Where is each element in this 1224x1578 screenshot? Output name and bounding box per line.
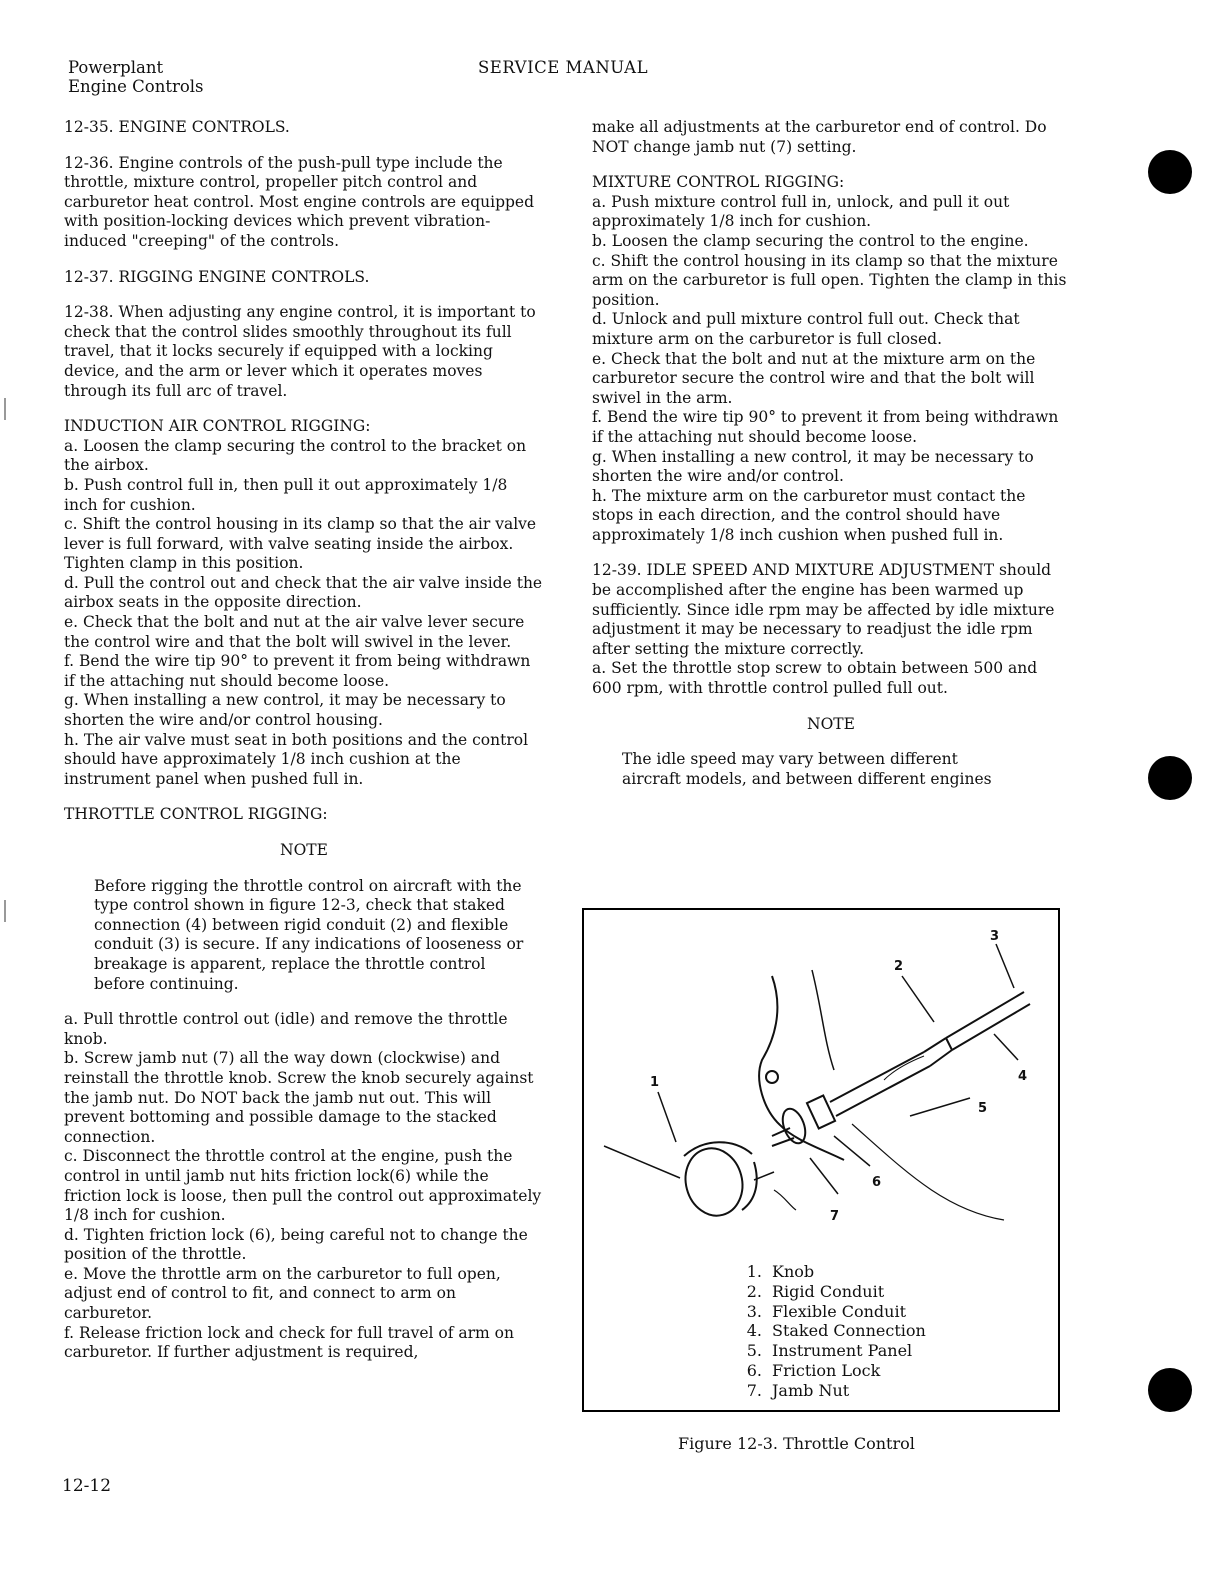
throttle-item: f. Release friction lock and check for full travel of arm on carburetor. If further adjustment is required, xyxy=(64,1323,514,1362)
induction-item: e. Check that the bolt and nut at the air valve lever secure the control wire and that the bolt will swivel in the lever. xyxy=(64,613,525,651)
continuation-text: make all adjustments at the carburetor end of control. Do NOT change jamb nut (7) setting. xyxy=(592,118,1047,156)
margin-mark xyxy=(4,398,6,420)
left-column xyxy=(64,118,544,1363)
throttle-item: b. Screw jamb nut (7) all the way down (clockwise) and reinstall the throttle knob. Screw the knob securely against the jamb nut. Do NOT back the jamb nut out. This will prevent bottoming and possible damage to the stacked connection. xyxy=(64,1049,534,1146)
header-section: Powerplant xyxy=(68,58,164,77)
induction-item: a. Loosen the clamp securing the control to the bracket on the airbox. xyxy=(64,436,527,475)
throttle-item: a. Pull throttle control out (idle) and remove the throttle knob. xyxy=(64,1010,508,1048)
legend-item: 3. Flexible Conduit xyxy=(746,1301,907,1321)
legend-item: 4. Staked Connection xyxy=(746,1321,926,1341)
legend-item: 1. Knob xyxy=(746,1262,815,1281)
mixture-item: b. Loosen the clamp securing the control to the engine. xyxy=(592,231,1029,250)
callout-4: 4 xyxy=(1018,1069,1028,1084)
legend-item: 2. Rigid Conduit xyxy=(746,1281,885,1301)
induction-item: f. Bend the wire tip 90° to prevent it from being withdrawn if the attaching nut should become loose. xyxy=(64,652,531,690)
section-12-35-title: 12-35. ENGINE CONTROLS. xyxy=(64,118,290,136)
callout-6: 6 xyxy=(872,1175,882,1190)
note-label: NOTE xyxy=(280,841,328,859)
section-12-39-text: 12-39. IDLE SPEED AND MIXTURE ADJUSTMENT should be accomplished after the engine has been warmed up sufficiently. Since idle rpm may be affected by idle mixture adjustment it may be necessary to readjust the idle rpm after setting the mixture correctly. xyxy=(592,561,1055,658)
induction-title: INDUCTION AIR CONTROL RIGGING: xyxy=(64,417,371,436)
throttle-control-illustration xyxy=(584,910,1058,1260)
figure-legend xyxy=(732,1262,926,1401)
induction-item: b. Push control full in, then pull it out approximately 1/8 inch for cushion. xyxy=(64,475,508,514)
binder-hole xyxy=(1148,1368,1192,1412)
callout-2: 2 xyxy=(894,959,904,974)
throttle-item: e. Move the throttle arm on the carburetor to full open, adjust end of control to fit, and connect to arm on carburetor. xyxy=(64,1264,501,1323)
mixture-item: g. When installing a new control, it may be necessary to shorten the wire and/or control. xyxy=(592,447,1034,486)
induction-item: h. The air valve must seat in both positions and the control should have approximately 1/8 inch cushion at the instrument panel when pushed full in. xyxy=(64,730,529,788)
binder-hole xyxy=(1148,756,1192,800)
induction-item: g. When installing a new control, it may be necessary to shorten the wire and/or control housing. xyxy=(64,691,506,730)
section-12-38-text: 12-38. When adjusting any engine control, it is important to check that the control slides smoothly throughout its full travel, that it locks securely if equipped with a locking device, and the arm or lever which it operates moves through its full arc of travel. xyxy=(64,303,536,400)
callout-5: 5 xyxy=(978,1101,988,1116)
figure-12-3 xyxy=(582,908,1060,1412)
margin-mark xyxy=(4,900,6,922)
mixture-item: c. Shift the control housing in its clamp so that the mixture arm on the carburetor is full open. Tighten the clamp in this position. xyxy=(592,251,1067,309)
induction-item: d. Pull the control out and check that the air valve inside the airbox seats in the opposite direction. xyxy=(64,573,543,612)
throttle-title: THROTTLE CONTROL RIGGING: xyxy=(64,805,328,824)
note-label: NOTE xyxy=(807,714,855,733)
idle-item: a. Set the throttle stop screw to obtain between 500 and 600 rpm, with throttle control pulled full out. xyxy=(592,659,1038,698)
mixture-item: h. The mixture arm on the carburetor must contact the stops in each direction, and the control should have approximately 1/8 inch cushion when pushed full in. xyxy=(592,486,1026,544)
throttle-item: d. Tighten friction lock (6), being careful not to change the position of the throttle. xyxy=(64,1225,528,1264)
note-text: The idle speed may vary between different aircraft models, and between different engines xyxy=(622,750,992,788)
header-manual-title: SERVICE MANUAL xyxy=(478,58,649,77)
header-subsection: Engine Controls xyxy=(68,77,204,96)
right-column xyxy=(592,118,1070,789)
figure-caption: Figure 12-3. Throttle Control xyxy=(678,1434,915,1453)
legend-item: 7. Jamb Nut xyxy=(746,1380,850,1400)
mixture-item: d. Unlock and pull mixture control full out. Check that mixture arm on the carburetor is full closed. xyxy=(592,310,1020,348)
note-text: Before rigging the throttle control on aircraft with the type control shown in figure 12-3, check that staked connection (4) between rigid conduit (2) and flexible conduit (3) is secure. If any indications of looseness or breakage is apparent, replace the throttle control before continuing. xyxy=(94,876,524,993)
mixture-item: f. Bend the wire tip 90° to prevent it from being withdrawn if the attaching nut should become loose. xyxy=(592,408,1059,446)
page-number: 12-12 xyxy=(62,1476,112,1496)
section-12-36-text: 12-36. Engine controls of the push-pull type include the throttle, mixture control, propeller pitch control and carburetor heat control. Most engine controls are equipped with position-locking devices which prevent vibration-induced "creeping" of the controls. xyxy=(64,153,535,250)
callout-7: 7 xyxy=(830,1209,840,1224)
throttle-item: c. Disconnect the throttle control at the engine, push the control in until jamb nut hits friction lock(6) while the friction lock is loose, then pull the control out approximately 1/8 inch for cushion. xyxy=(64,1147,542,1225)
section-12-37-title: 12-37. RIGGING ENGINE CONTROLS. xyxy=(64,267,370,286)
callout-3: 3 xyxy=(990,929,1000,944)
induction-item: c. Shift the control housing in its clamp so that the air valve lever is full forward, with valve seating inside the airbox. Tighten clamp in this position. xyxy=(64,515,537,573)
callout-1: 1 xyxy=(650,1075,660,1090)
mixture-title: MIXTURE CONTROL RIGGING: xyxy=(592,173,845,192)
mixture-item: a. Push mixture control full in, unlock, and pull it out approximately 1/8 inch for cushion. xyxy=(592,192,1010,231)
legend-item: 5. Instrument Panel xyxy=(746,1341,913,1361)
binder-hole xyxy=(1148,150,1192,194)
mixture-item: e. Check that the bolt and nut at the mixture arm on the carburetor secure the control wire and that the bolt will swivel in the arm. xyxy=(592,349,1036,407)
legend-item: 6. Friction Lock xyxy=(746,1360,881,1380)
